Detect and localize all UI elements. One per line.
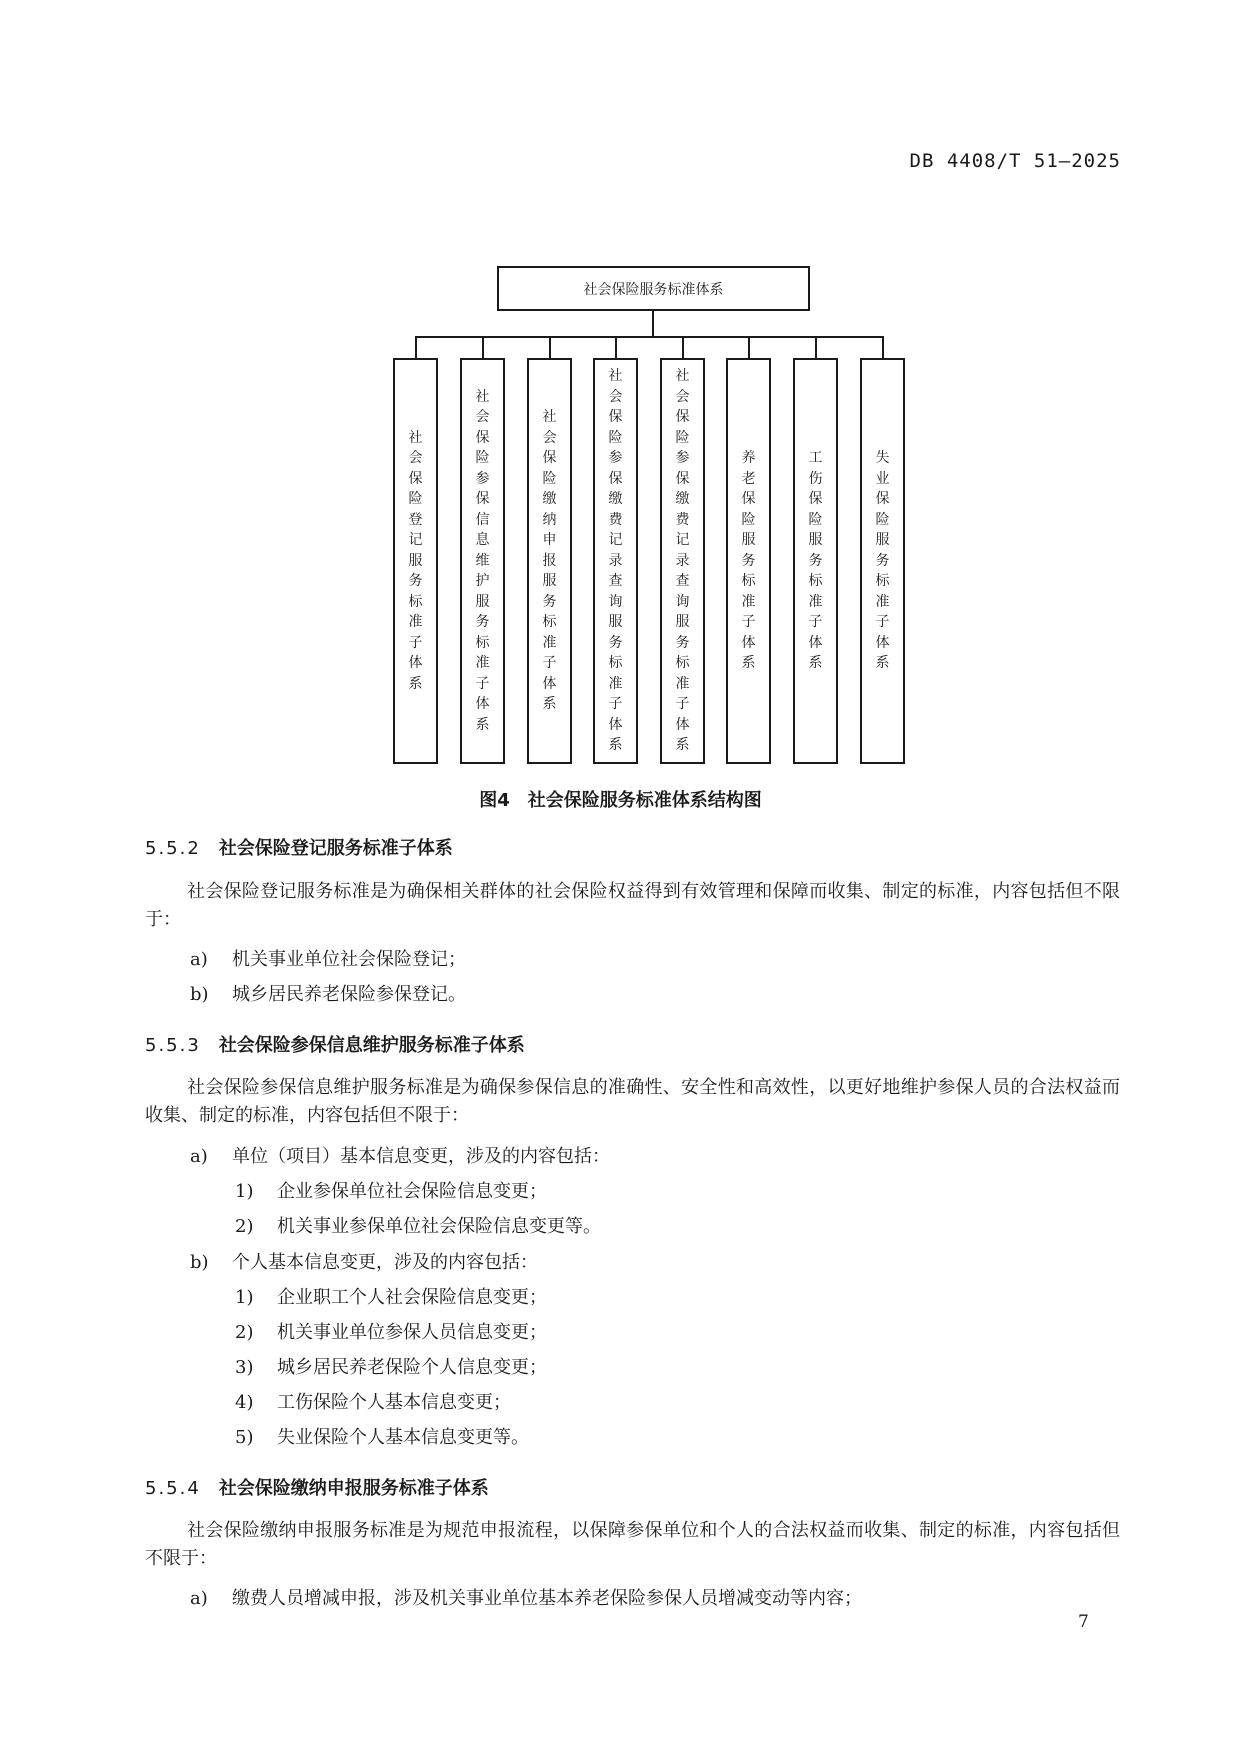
diagram-child-box-2 (460, 358, 505, 764)
list-item-text: 机关事业单位参保人员信息变更； (277, 1322, 547, 1343)
list-item-label: 1) (235, 1287, 254, 1308)
list-item (190, 1248, 538, 1274)
section-number: 5.5.3 (145, 1035, 201, 1056)
list-item (190, 980, 466, 1006)
list-item (190, 1584, 862, 1610)
section-title: 社会保险登记服务标准子体系 (218, 838, 453, 859)
list-item-text: 工伤保险个人基本信息变更； (277, 1392, 511, 1413)
diagram-child-label: 社会保险登记服务标准子体系 (408, 429, 423, 692)
section-heading (145, 1474, 489, 1500)
list-item-label: 2) (235, 1216, 254, 1237)
diagram-child-label: 工伤保险服务标准子体系 (808, 450, 823, 672)
connector-child-7 (815, 336, 817, 358)
diagram-child-label: 养老保险服务标准子体系 (741, 450, 756, 672)
list-item-text: 单位（项目）基本信息变更，涉及的内容包括： (232, 1146, 610, 1167)
list-item-text: 城乡居民养老保险个人信息变更； (277, 1357, 547, 1378)
section-paragraph: 社会保险参保信息维护服务标准是为确保参保信息的准确性、安全性和高效性，以更好地维护参保人员的合法权益而收集、制定的标准，内容包括但不限于： (145, 1077, 1120, 1126)
diagram-child-label: 社会保险参保缴费记录查询服务标准子体系 (608, 368, 623, 754)
list-item-label: 4) (235, 1392, 254, 1413)
sub-list-item (235, 1388, 511, 1414)
diagram-child-box-6 (726, 358, 771, 764)
list-item (190, 945, 466, 971)
list-item-label: 3) (235, 1357, 254, 1378)
sub-list-item (235, 1283, 547, 1309)
document-code: DB 4408/T 51—2025 (909, 150, 1121, 172)
connector-horizontal (415, 336, 883, 338)
figure-title: 社会保险服务标准体系结构图 (527, 790, 762, 811)
list-item-label: a) (190, 1588, 208, 1609)
connector-child-3 (549, 336, 551, 358)
sub-list-item (235, 1353, 547, 1379)
section-heading (145, 834, 453, 860)
list-item-text: 缴费人员增减申报，涉及机关事业单位基本养老保险参保人员增减变动等内容； (232, 1588, 862, 1609)
connector-child-5 (682, 336, 684, 358)
diagram-child-box-5 (660, 358, 705, 764)
list-item (190, 1142, 610, 1168)
figure-number: 图4 (479, 790, 510, 811)
connector-child-1 (415, 336, 417, 358)
list-item-text: 企业参保单位社会保险信息变更； (277, 1181, 547, 1202)
diagram-child-box-3 (527, 358, 572, 764)
figure-caption (0, 786, 1241, 812)
section-number: 5.5.4 (145, 1478, 201, 1499)
diagram-root-label: 社会保险服务标准体系 (583, 281, 724, 298)
section-heading (145, 1031, 525, 1057)
list-item-text: 机关事业单位社会保险登记； (232, 949, 466, 970)
connector-child-6 (748, 336, 750, 358)
sub-list-item (235, 1318, 547, 1344)
list-item-label: b) (190, 984, 209, 1005)
diagram-child-label: 社会保险参保信息维护服务标准子体系 (475, 388, 490, 733)
diagram-child-box-7 (793, 358, 838, 764)
diagram-child-label: 社会保险参保缴费记录查询服务标准子体系 (675, 368, 690, 754)
list-item-label: a) (190, 949, 208, 970)
connector-child-8 (882, 336, 884, 358)
section-title: 社会保险参保信息维护服务标准子体系 (218, 1035, 525, 1056)
list-item-label: a) (190, 1146, 208, 1167)
sub-list-item (235, 1212, 601, 1238)
list-item-text: 机关事业参保单位社会保险信息变更等。 (277, 1216, 601, 1237)
diagram-child-box-4 (593, 358, 638, 764)
diagram-child-label: 失业保险服务标准子体系 (875, 450, 890, 672)
section-number: 5.5.2 (145, 838, 201, 859)
diagram-child-box-1 (393, 358, 438, 764)
page-number: 7 (1078, 1612, 1089, 1632)
section-paragraph: 社会保险缴纳申报服务标准是为规范申报流程，以保障参保单位和个人的合法权益而收集、制定的标准，内容包括但不限于： (145, 1520, 1120, 1569)
section-paragraph: 社会保险登记服务标准是为确保相关群体的社会保险权益得到有效管理和保障而收集、制定的标准，内容包括但不限于： (145, 881, 1120, 930)
structure-diagram (0, 0, 1241, 780)
section-title: 社会保险缴纳申报服务标准子体系 (218, 1478, 489, 1499)
list-item-text: 失业保险个人基本信息变更等。 (277, 1427, 529, 1448)
diagram-child-box-8 (860, 358, 905, 764)
list-item-label: 5) (235, 1427, 254, 1448)
list-item-label: 2) (235, 1322, 254, 1343)
list-item-label: b) (190, 1252, 209, 1273)
list-item-label: 1) (235, 1181, 254, 1202)
diagram-child-label: 社会保险缴纳申报服务标准子体系 (542, 409, 557, 713)
connector-root-down (652, 311, 654, 337)
sub-list-item (235, 1423, 529, 1449)
list-item-text: 企业职工个人社会保险信息变更； (277, 1287, 547, 1308)
connector-child-4 (615, 336, 617, 358)
list-item-text: 个人基本信息变更，涉及的内容包括： (232, 1252, 538, 1273)
connector-child-2 (482, 336, 484, 358)
diagram-root-box (497, 266, 810, 311)
list-item-text: 城乡居民养老保险参保登记。 (232, 984, 466, 1005)
sub-list-item (235, 1177, 547, 1203)
